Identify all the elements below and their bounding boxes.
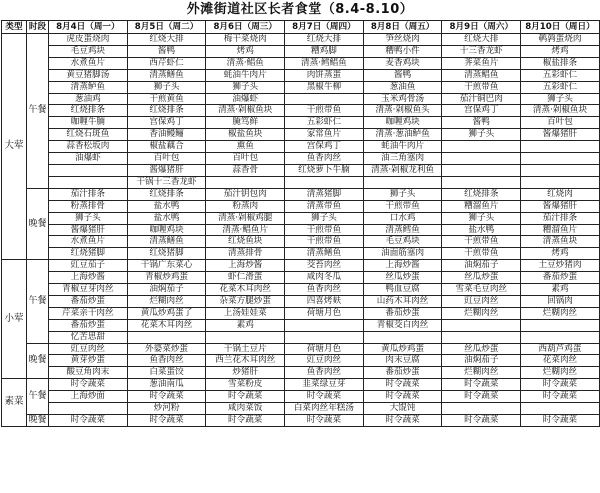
dish-cell: 椒盐藕合 [127,141,206,153]
dish-cell: 红烧排条 [442,188,521,200]
dish-cell: 鱼香肉丝 [285,284,364,296]
dish-cell: 水煮鱼片 [49,236,128,248]
dish-cell: 白菜蛋饺 [127,367,206,379]
dish-cell: 葱油南瓜 [127,379,206,391]
dish-cell: 百叶包 [127,153,206,165]
dish-cell: 盐水鸭 [127,212,206,224]
dish-cell: 酱鸭 [127,45,206,57]
dish-cell: 豇豆肉丝 [285,355,364,367]
table-row [2,415,600,427]
dish-cell: 烤鸡 [521,45,600,57]
dish-cell: 茄汁铜巴肉 [442,93,521,105]
dish-cell: 红烧猪脚 [49,248,128,260]
dish-cell: 干煎带鱼 [285,105,364,117]
dish-cell: 丝瓜炒蛋 [442,343,521,355]
dish-cell: 山药木耳肉丝 [363,295,442,307]
dish-cell: 时令蔬菜 [49,415,128,427]
dish-cell: 鱼香肉丝 [285,367,364,379]
dish-cell [442,331,521,343]
dish-cell [521,153,600,165]
meal-period-label: 午餐 [27,34,49,189]
dish-cell: 糟溜鱼片 [442,200,521,212]
header-day-1: 8月4日（周一） [49,21,128,34]
dish-cell: 花菜木耳肉丝 [206,284,285,296]
header-day-3: 8月6日（周三） [206,21,285,34]
dish-cell: 花菜肉丝 [521,355,600,367]
dish-cell: 肉末豆腐 [363,355,442,367]
dish-cell: 干锅广东菜心 [127,260,206,272]
dish-cell: 鱼香肉丝 [127,355,206,367]
table-row [2,164,600,176]
dish-cell: 鱼香肉丝 [285,153,364,165]
dish-cell: 咸肉冬瓜 [285,272,364,284]
dish-cell: 炒河粉 [127,403,206,415]
dish-cell: 笋丝烧肉 [363,34,442,46]
dish-cell: 时令蔬菜 [363,415,442,427]
dish-cell: 番茄炒蛋 [363,367,442,379]
dish-cell: 豇豆茄子 [49,260,128,272]
dish-cell: 肉饼蒸蛋 [285,69,364,81]
dish-cell: 清蒸·鲳鱼 [206,57,285,69]
dish-cell: 黄豆猪脚汤 [49,69,128,81]
dish-cell: 茄汁排条 [49,188,128,200]
dish-cell: 酱爆猪肝 [127,164,206,176]
dish-cell: 油爆虾 [49,153,128,165]
dish-cell [285,93,364,105]
table-row [2,295,600,307]
dish-cell: 红烧大排 [127,34,206,46]
dish-cell: 清蒸·剁椒鱼块 [206,105,285,117]
dish-cell: 鹌鹑蛋烧肉 [521,34,600,46]
header-day-2: 8月5日（周二） [127,21,206,34]
dish-cell: 白菜肉丝年糕汤 [285,403,364,415]
dish-cell: 西芹虾仁 [127,57,206,69]
page-title: 外滩街道社区长者食堂（8.4-8.10） [186,2,414,17]
dish-cell: 宫保鸡丁 [442,105,521,117]
dish-cell: 上海炒酱 [363,260,442,272]
dish-cell: 干煎带鱼 [363,200,442,212]
dish-cell: 口水鸡 [363,212,442,224]
dish-cell: 红烧大排 [285,34,364,46]
dish-cell: 熏鱼 [206,141,285,153]
dish-cell: 外婆菜炒蛋 [127,343,206,355]
dish-cell: 茄汁排条 [521,212,600,224]
dish-cell [442,164,521,176]
table-row [2,212,600,224]
dish-cell: 五彩虾仁 [521,69,600,81]
dish-cell [442,403,521,415]
dish-cell: 大馄饨 [363,403,442,415]
dish-cell [442,319,521,331]
dish-cell [49,164,128,176]
header-day-7: 8月10日（周日） [521,21,600,34]
dish-cell: 番茄炒蛋 [521,272,600,284]
dish-cell [206,331,285,343]
table-row [2,272,600,284]
dish-cell: 狮子头 [442,212,521,224]
dish-cell: 时令蔬菜 [127,391,206,403]
dish-cell: 干锅土豆片 [206,343,285,355]
dish-cell: 时令蔬菜 [521,379,600,391]
table-row [2,355,600,367]
dish-cell [521,164,600,176]
table-row [2,307,600,319]
dish-cell: 清蒸·剁椒龙利鱼 [363,164,442,176]
table-row [2,391,600,403]
dish-cell: 酱爆猪肝 [521,129,600,141]
dish-cell: 雪菜粉皮 [206,379,285,391]
dish-cell: 上汤娃娃菜 [206,307,285,319]
dish-cell: 清蒸鲳鱼 [442,69,521,81]
dish-cell: 黄瓜炒鸡蛋了 [127,307,206,319]
table-row [2,200,600,212]
dish-cell: 粉蒸肉 [206,200,285,212]
dish-cell: 回锅肉 [521,295,600,307]
dish-cell: 清蒸鱼块 [521,236,600,248]
dish-cell: 黄芽炒蛋 [49,355,128,367]
dish-cell: 黄瓜炒鸡蛋 [363,343,442,355]
dish-cell: 黑椒牛柳 [285,81,364,93]
dish-cell: 土豆炒猪肉 [521,260,600,272]
dish-cell: 咸肉菜饭 [206,403,285,415]
dish-cell: 上海炒酱 [49,272,128,284]
dish-cell [363,331,442,343]
table-row [2,224,600,236]
dish-cell [127,331,206,343]
dish-cell: 酱鸭 [363,69,442,81]
dish-cell: 烂糊肉丝 [127,295,206,307]
dish-cell: 青椒炒鸡蛋 [127,272,206,284]
dish-cell: 时令蔬菜 [285,391,364,403]
dish-cell: 烂糊肉丝 [521,367,600,379]
dish-cell [521,319,600,331]
dish-cell: 红烧萝卜牛腩 [285,164,364,176]
dish-cell: 西兰花木耳肉丝 [206,355,285,367]
dish-cell: 红烧排条 [127,188,206,200]
dish-cell: 酱爆猪肝 [521,200,600,212]
dish-cell: 红烧肉 [521,188,600,200]
dish-cell: 盐水鸭 [442,224,521,236]
dish-cell: 十三香龙虾 [442,45,521,57]
dish-cell: 四喜烤麸 [285,295,364,307]
dish-cell [521,176,600,188]
dish-cell: 宫保鸡丁 [127,117,206,129]
table-row [2,379,600,391]
dish-cell: 丝瓜炒蛋 [442,272,521,284]
dish-cell: 水煮鱼片 [49,57,128,69]
dish-cell: 酱鸭 [442,117,521,129]
dish-cell: 忆苦思甜 [49,331,128,343]
dish-cell: 时令蔬菜 [521,415,600,427]
table-row [2,248,600,260]
dish-cell: 茭苔肉丝 [285,260,364,272]
dish-cell: 清蒸带鱼 [285,200,364,212]
dish-cell: 狮子头 [127,81,206,93]
meal-period-label: 晚餐 [28,415,47,425]
dish-cell: 红烧大排 [442,34,521,46]
dish-cell: 烤鸡 [206,45,285,57]
dish-cell: 炒猪肝 [206,367,285,379]
dish-cell: 狮子头 [206,81,285,93]
dish-cell [49,176,128,188]
table-row [2,129,600,141]
dish-cell: 红烧排条 [49,105,128,117]
dish-cell: 红烧鱼块 [206,236,285,248]
table-row [2,105,600,117]
table-row [2,153,600,165]
dish-cell: 清蒸鳕鱼 [363,224,442,236]
dish-cell: 烂糊肉丝 [521,307,600,319]
dish-cell: 五彩虾仁 [285,117,364,129]
dish-cell: 干煎黄鱼 [127,93,206,105]
dish-cell: 红烧排条 [127,105,206,117]
dish-cell: 狮子头 [363,188,442,200]
table-row [2,176,600,188]
dish-cell [285,176,364,188]
dish-cell: 时令蔬菜 [442,415,521,427]
dish-cell [521,331,600,343]
dish-cell: 豇豆肉丝 [49,343,128,355]
dish-cell: 狮子头 [285,212,364,224]
dish-cell: 茄汁钥包肉 [206,188,285,200]
dish-cell: 百叶包 [521,117,600,129]
dish-cell: 粉蒸排骨 [49,200,128,212]
dish-cell: 虾仁滑蛋 [206,272,285,284]
dish-cell: 椒盐排条 [521,57,600,69]
dish-cell: 荷塘月色 [285,307,364,319]
dish-cell: 芹菜亲干肉丝 [49,307,128,319]
meal-period-label: 晚餐 [27,343,49,379]
dish-cell [442,153,521,165]
dish-cell: 宫保鸡丁 [285,141,364,153]
dish-cell: 时令蔬菜 [285,415,364,427]
dish-cell: 红烧石斑鱼 [49,129,128,141]
dish-cell: 清蒸·剁椒鸡腿 [206,212,285,224]
dish-cell: 狮子头 [442,129,521,141]
header-type: 类型 [2,21,27,34]
table-row [2,284,600,296]
dish-cell: 烤鸡 [521,248,600,260]
meal-period-label: 晚餐 [27,188,49,259]
menu-table [1,20,600,427]
dish-cell: 腌笃鲜 [206,117,285,129]
dish-cell [363,176,442,188]
dish-cell: 时令蔬菜 [363,391,442,403]
dish-cell: 时令蔬菜 [521,391,600,403]
dish-cell: 狮子头 [521,93,600,105]
dish-cell: 盐水鸭 [127,200,206,212]
dish-cell: 青椒茭白肉丝 [363,319,442,331]
dish-cell: 时令蔬菜 [442,391,521,403]
header-meal: 时段 [27,21,49,34]
dish-cell [521,403,600,415]
dish-cell: 干锅十三香龙虾 [127,176,206,188]
dish-cell: 素鸡 [206,319,285,331]
dish-cell: 麦香鸡块 [363,57,442,69]
table-row [2,34,600,46]
dish-cell: 丝瓜炒蛋 [363,272,442,284]
dish-cell: 素鸡 [521,284,600,296]
dish-cell: 蚝油牛肉片 [206,69,285,81]
table-row [2,260,600,272]
dish-cell: 玉米鸡骨汤 [363,93,442,105]
dish-cell: 烂糊肉丝 [442,307,521,319]
dish-cell: 清蒸鲈鱼 [49,81,128,93]
table-row [2,117,600,129]
dish-cell: 蒜香松坂肉 [49,141,128,153]
dish-cell: 上海炒面 [49,391,128,403]
dish-cell [442,176,521,188]
dish-cell: 清蒸鳝鱼 [127,69,206,81]
table-row [2,141,600,153]
dish-cell: 时令蔬菜 [363,379,442,391]
header-day-4: 8月7日（周四） [285,21,364,34]
dish-cell: 蒜香骨 [206,164,285,176]
dish-cell: 油面筋塞肉 [363,248,442,260]
dish-cell: 上海炒酱 [206,260,285,272]
dish-cell: 酸豆角肉末 [49,367,128,379]
dish-cell: 油爆虾 [206,93,285,105]
dish-cell: 雪菜毛豆肉丝 [442,284,521,296]
table-row [2,403,600,415]
table-row [2,188,600,200]
dish-cell: 青椒豆芽肉丝 [49,284,128,296]
dish-cell: 家常鱼片 [285,129,364,141]
table-row [2,93,600,105]
dish-cell: 油焖茄子 [442,260,521,272]
table-row [2,331,600,343]
dish-cell: 时令蔬菜 [49,379,128,391]
menu-body [2,34,600,427]
dish-cell: 番茄炒蛋 [49,319,128,331]
meal-period-label: 午餐 [27,260,49,343]
dish-cell: 干煎带鱼 [285,236,364,248]
table-row [2,69,600,81]
header-day-5: 8月8日（周五） [363,21,442,34]
dish-cell: 清蒸·鲳鱼片 [206,224,285,236]
dish-cell: 番茄炒蛋 [49,295,128,307]
dish-cell [521,141,600,153]
header-row [2,21,600,34]
category-label: 大荤 [2,34,27,260]
dish-cell: 豇豆肉丝 [442,295,521,307]
category-label: 小荤 [2,260,27,379]
dish-cell [285,331,364,343]
dish-cell: 西葫芦鸡蛋 [521,343,600,355]
dish-cell [285,319,364,331]
dish-cell: 干煎带鱼 [442,248,521,260]
dish-cell: 百叶包 [206,153,285,165]
dish-cell: 干煎带鱼 [285,224,364,236]
dish-cell: 油三角塞肉 [363,153,442,165]
dish-cell: 清蒸·剁椒鱼头 [363,105,442,117]
dish-cell: 荷塘月色 [285,343,364,355]
dish-cell: 梅干菜烧肉 [206,34,285,46]
header-day-6: 8月9日（周六） [442,21,521,34]
table-row [2,45,600,57]
meal-period-label: 午餐 [27,379,49,415]
dish-cell: 清蒸猪脚 [285,188,364,200]
dish-cell: 椒盐鱼块 [206,129,285,141]
dish-cell [206,176,285,188]
dish-cell: 荠菜鱼片 [442,57,521,69]
dish-cell: 清蒸鳝鱼 [127,236,206,248]
table-row [2,367,600,379]
dish-cell: 蚝油牛肉片 [363,141,442,153]
dish-cell: 杂菜方腿炒蛋 [206,295,285,307]
dish-cell: 时令蔬菜 [206,415,285,427]
dish-cell: 葱油鱼 [363,81,442,93]
dish-cell [49,403,128,415]
dish-cell: 咖喱鸡块 [363,117,442,129]
dish-cell: 香油鳗鲡 [127,129,206,141]
dish-cell: 咖喱鸡块 [127,224,206,236]
dish-cell: 油焖茄子 [442,355,521,367]
dish-cell: 干煎带鱼 [442,236,521,248]
dish-cell: 糟溜鱼片 [521,224,600,236]
dish-cell: 五彩虾仁 [521,81,600,93]
dish-cell: 时令蔬菜 [127,415,206,427]
table-row [2,57,600,69]
dish-cell [442,141,521,153]
table-row [2,81,600,93]
dish-cell: 鸭血豆腐 [363,284,442,296]
dish-cell: 番茄炒蛋 [363,307,442,319]
dish-cell: 狮子头 [49,212,128,224]
dish-cell: 烂糊肉丝 [442,367,521,379]
dish-cell: 虎皮蛋烧肉 [49,34,128,46]
dish-cell: 毛豆鸡块 [363,236,442,248]
dish-cell: 清蒸排骨 [206,248,285,260]
dish-cell: 毛豆鸡块 [49,45,128,57]
dish-cell: 清蒸·剁椒鱼块 [521,105,600,117]
table-row [2,236,600,248]
dish-cell: 糟鸭小件 [363,45,442,57]
dish-cell: 咖喱牛腩 [49,117,128,129]
table-row [2,319,600,331]
dish-cell: 酱爆猪肝 [49,224,128,236]
dish-cell: 葱油鸡 [49,93,128,105]
dish-cell: 时令蔬菜 [442,379,521,391]
dish-cell: 清蒸·鳕鲳鱼 [285,57,364,69]
category-label: 素菜 [2,379,27,427]
dish-cell: 油焖茄子 [127,284,206,296]
dish-cell: 花菜木耳肉丝 [127,319,206,331]
dish-cell: 红烧猪脚 [127,248,206,260]
dish-cell: 清蒸鳝鱼 [285,248,364,260]
dish-cell: 时令蔬菜 [206,391,285,403]
dish-cell: 干煎带鱼 [442,81,521,93]
dish-cell: 韭菜绿豆芽 [285,379,364,391]
dish-cell: 清蒸·葱油鲈鱼 [363,129,442,141]
dish-cell: 糟鸡脚 [285,45,364,57]
table-row [2,343,600,355]
